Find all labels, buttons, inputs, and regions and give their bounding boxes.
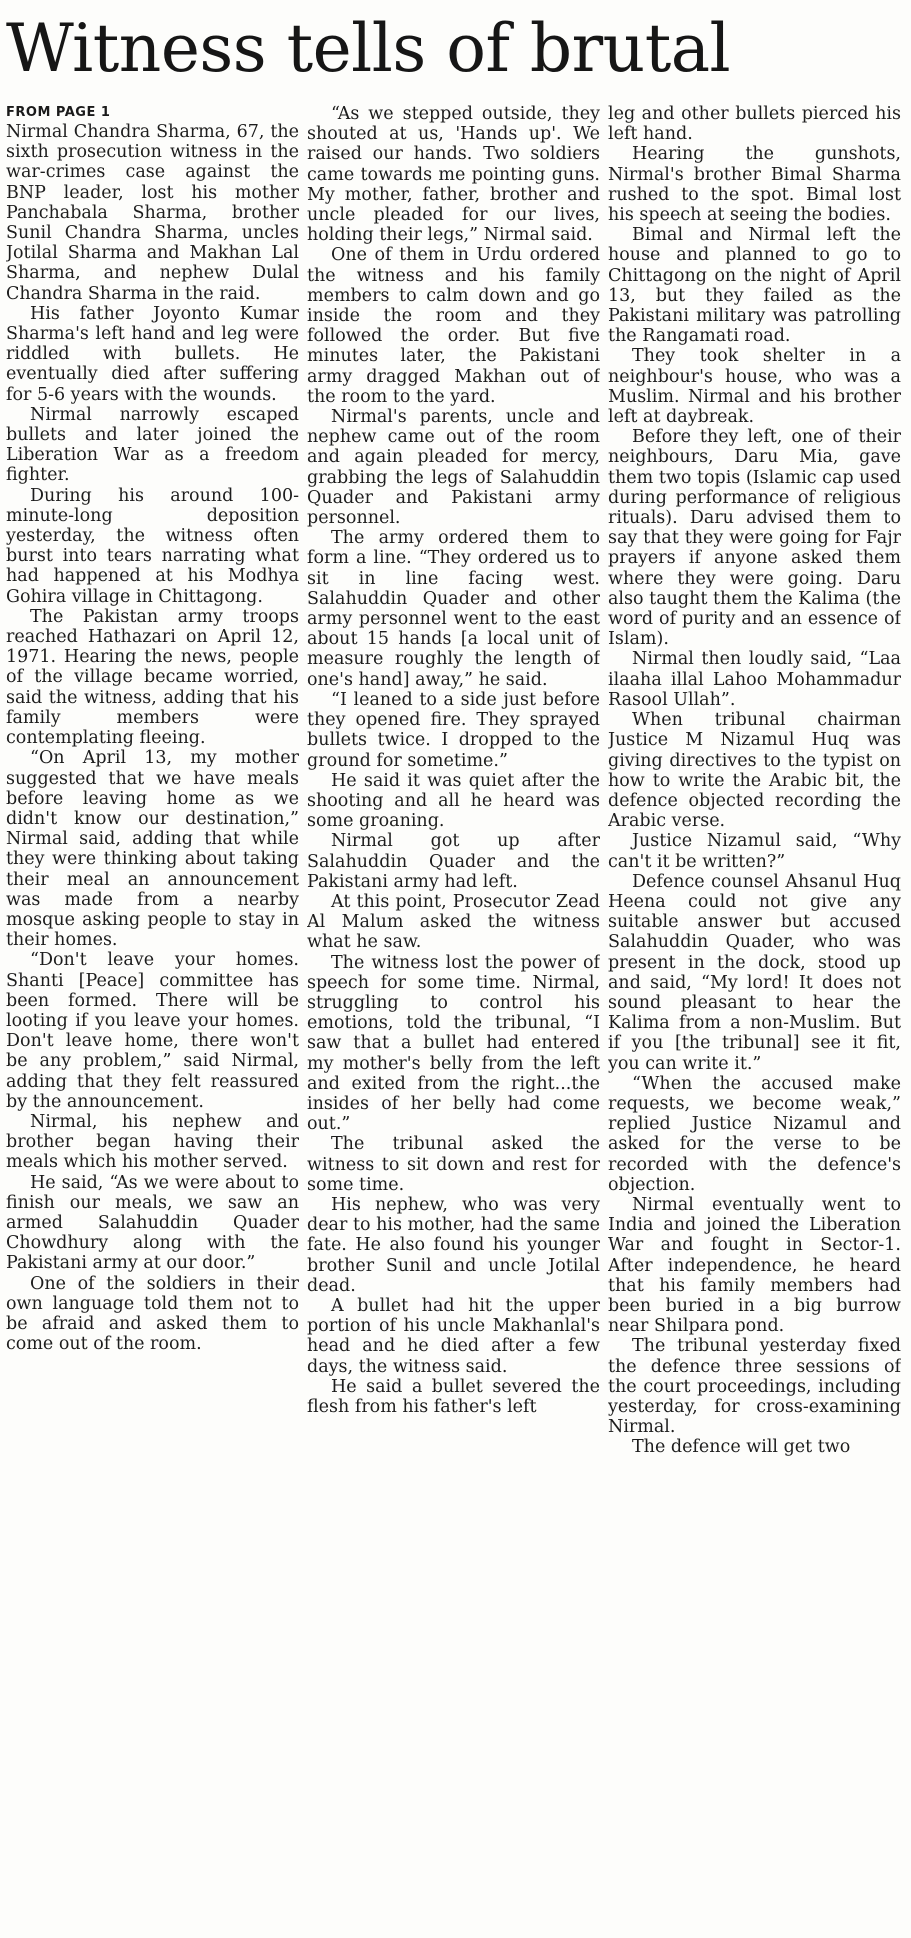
paragraph: Nirmal got up after Salahuddin Quader and the Pakistani army had left. [307, 831, 600, 892]
column-1 [6, 104, 299, 1934]
paragraph: “Don't leave your homes. Shanti [Peace] committee has been formed. There will be looting if you leave your homes. Don't leave home, there won't be any problem,” said Nirmal, adding that they felt reassured by the announcement. [6, 950, 299, 1112]
paragraph: He said, “As we were about to finish our meals, we saw an armed Salahuddin Quader Chowdhury along with the Pakistani army at our door.” [6, 1172, 299, 1274]
paragraph: “I leaned to a side just before they opened fire. They sprayed bullets twice. I dropped to the ground for sometime.” [307, 689, 600, 771]
paragraph: “As we stepped outside, they shouted at us, 'Hands up'. We raised our hands. Two soldiers came towards me pointing guns. My mother, father, brother and uncle pleaded for our lives, holding their legs,” Nirmal said. [307, 104, 600, 246]
paragraph: “On April 13, my mother suggested that we have meals before leaving home as we didn't know our destination,” Nirmal said, adding that while they were thinking about taking their meal an announcement was made from a nearby mosque asking people to stay in their homes. [6, 748, 299, 951]
paragraph: The tribunal yesterday fixed the defence three sessions of the court proceedings, including yesterday, for cross-examining Nirmal. [608, 1336, 901, 1438]
paragraph: Nirmal then loudly said, “Laa ilaaha illal Lahoo Mohammadur Rasool Ullah”. [608, 649, 901, 710]
paragraph: Justice Nizamul said, “Why can't it be written?” [608, 831, 901, 872]
paragraph: Bimal and Nirmal left the house and planned to go to Chittagong on the night of April 13, but they failed as the Pakistani military was patrolling the Rangamati road. [608, 225, 901, 347]
paragraph: They took shelter in a neighbour's house, who was a Muslim. Nirmal and his brother left at daybreak. [608, 346, 901, 428]
paragraph: His father Joyonto Kumar Sharma's left hand and leg were riddled with bullets. He eventually died after suffering for 5-6 years with the wounds. [6, 303, 299, 405]
paragraph: The Pakistan army troops reached Hathazari on April 12, 1971. Hearing the news, people of the village became worried, said the witness, adding that his family members were contemplating fleeing. [6, 606, 299, 749]
paragraph: The defence will get two [632, 1437, 851, 1458]
paragraph: One of them in Urdu ordered the witness and his family members to calm down and go inside the room and they followed the order. But five minutes later, the Pakistani army dragged Makhan out of the room to the yard. [307, 245, 600, 407]
paragraph: leg and other bullets pierced his left hand. [608, 104, 901, 145]
kicker: FROM PAGE 1 [6, 105, 111, 120]
column-2 [307, 104, 600, 1934]
paragraph: He said a bullet severed the flesh from his father's left [307, 1376, 600, 1417]
paragraph: Nirmal Chandra Sharma, 67, the sixth prosecution witness in the war-crimes case against the BNP leader, lost his mother Panchabala Sharma, brother Sunil Chandra Sharma, uncles Jotilal Sharma and Makhan Lal Sharma, and nephew Dulal Chandra Sharma in the raid. [6, 122, 299, 304]
paragraph: A bullet had hit the upper portion of his uncle Makhanlal's head and he died after a few days, the witness said. [307, 1295, 600, 1377]
paragraph: Hearing the gunshots, Nirmal's brother Bimal Sharma rushed to the spot. Bimal lost his speech at seeing the bodies. [608, 144, 901, 226]
paragraph: The army ordered them to form a line. “They ordered us to sit in line facing west. Salahuddin Quader and other army personnel went to the east about 15 hands [a local unit of measure roughly the length of one's hand] away,” he said. [307, 528, 600, 690]
column-3 [608, 104, 901, 1934]
headline: Witness tells of brutal [6, 10, 731, 87]
paragraph: During his around 100-minute-long deposition yesterday, the witness often burst into tears narrating what had happened at his Modhya Gohira village in Chittagong. [6, 485, 299, 607]
paragraph: Before they left, one of their neighbours, Daru Mia, gave them two topis (Islamic cap used during performance of religious rituals). Daru advised them to say that they were going for Fajr prayers if anyone asked them where they were going. Daru also taught them the Kalima (the word of purity and an essence of Islam). [608, 427, 901, 650]
paragraph: “When the accused make requests, we become weak,” replied Justice Nizamul and asked for the verse to be recorded with the defence's objection. [608, 1073, 901, 1195]
paragraph: His nephew, who was very dear to his mother, had the same fate. He also found his younger brother Sunil and uncle Jotilal dead. [307, 1194, 600, 1296]
paragraph: One of the soldiers in their own language told them not to be afraid and asked them to come out of the room. [6, 1273, 299, 1355]
paragraph: The tribunal asked the witness to sit down and rest for some time. [307, 1134, 600, 1195]
paragraph: When tribunal chairman Justice M Nizamul Huq was giving directives to the typist on how to write the Arabic bit, the defence objected recording the Arabic verse. [608, 710, 901, 832]
paragraph: At this point, Prosecutor Zead Al Malum asked the witness what he saw. [307, 891, 600, 953]
paragraph: Nirmal eventually went to India and joined the Liberation War and fought in Sector-1. After independence, he heard that his family members had been buried in a big burrow near Shilpara pond. [608, 1194, 901, 1337]
paragraph: He said it was quiet after the shooting and all he heard was some groaning. [307, 770, 600, 832]
paragraph: Nirmal's parents, uncle and nephew came out of the room and again pleaded for mercy, grabbing the legs of Salahuddin Quader and Pakistani army personnel. [307, 407, 600, 529]
paragraph: Nirmal, his nephew and brother began having their meals which his mother served. [6, 1111, 299, 1173]
paragraph: Defence counsel Ahsanul Huq Heena could not give any suitable answer but accused Salahuddin Quader, who was present in the dock, stood up and said, “My lord! It does not sound pleasant to hear the Kalima from a non-Muslim. But if you [the tribunal] see it fit, you can write it.” [608, 871, 901, 1074]
paragraph: Nirmal narrowly escaped bullets and later joined the Liberation War as a freedom fighter. [6, 404, 299, 486]
paragraph: The witness lost the power of speech for some time. Nirmal, struggling to control his emotions, told the tribunal, “I saw that a bullet had entered my mother's belly from the left and exited from the right...the insides of her belly had come out.” [307, 952, 600, 1135]
article-body [6, 104, 901, 1934]
